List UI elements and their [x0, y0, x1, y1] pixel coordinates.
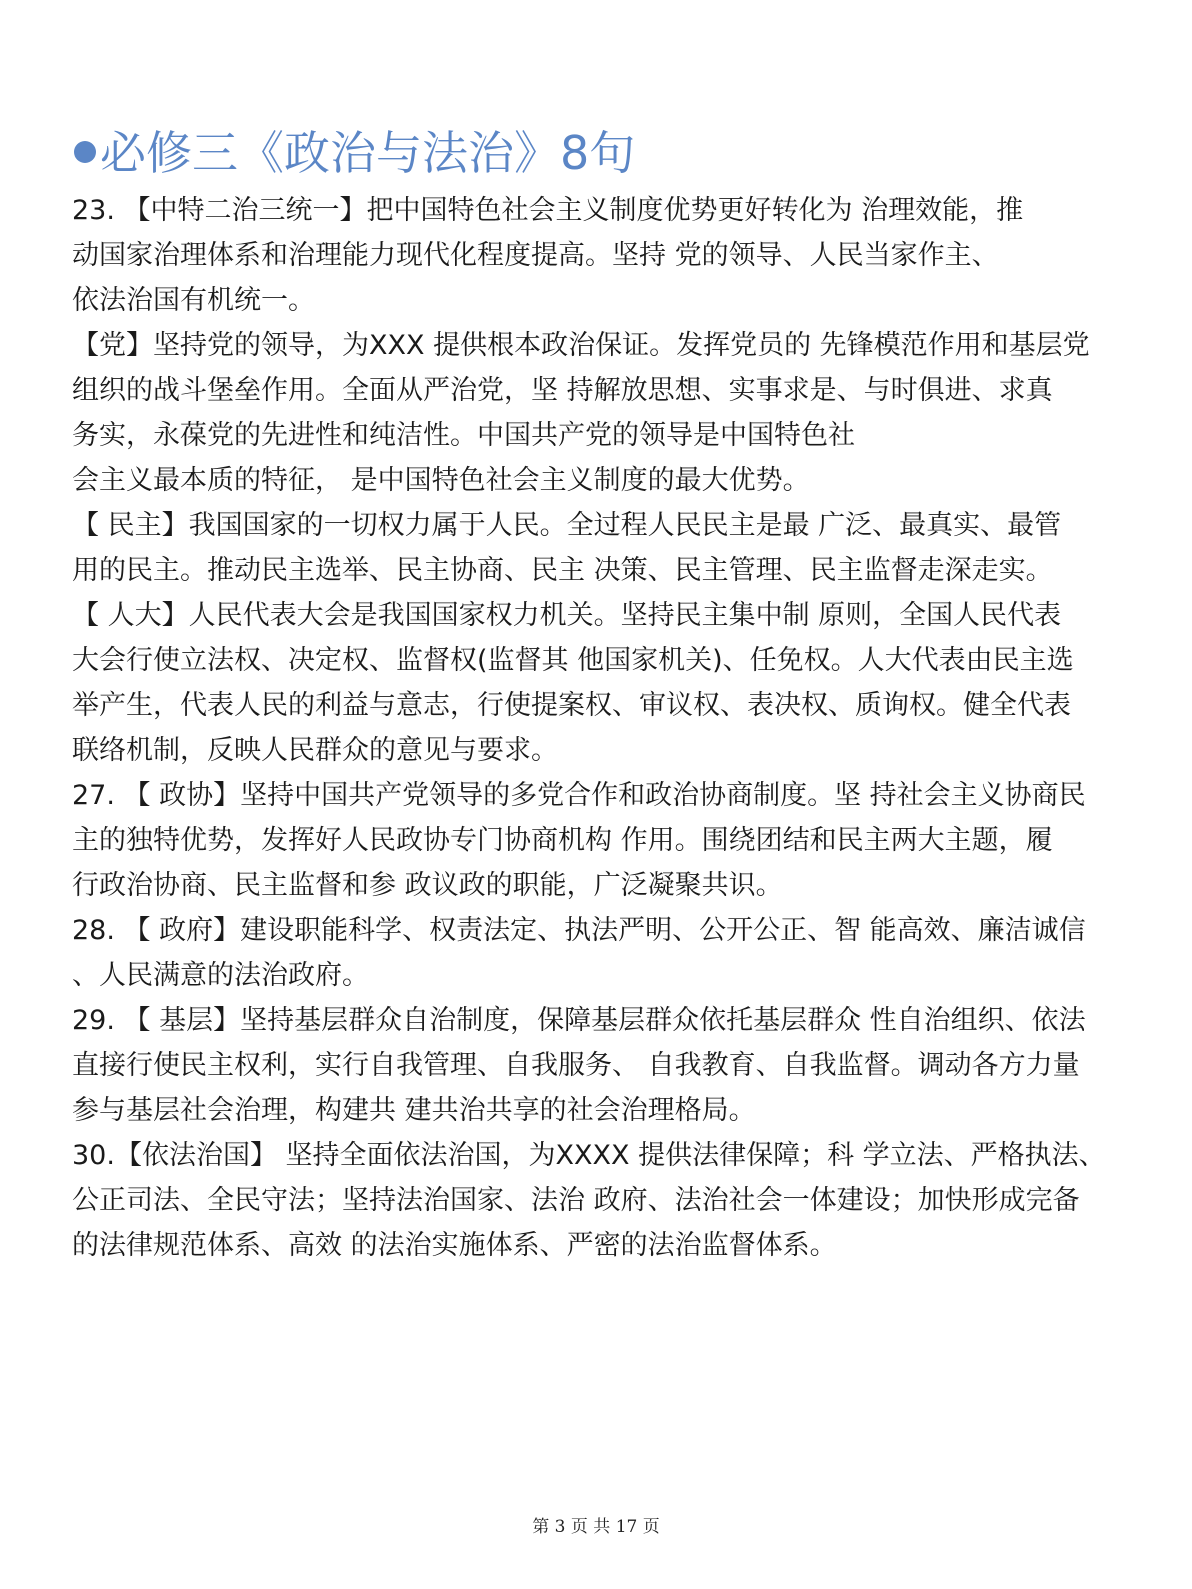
text-line: 30.【依法治国】 坚持全面依法治国，为XXXX 提供法律保障；科 学立法、严格执法、	[72, 1140, 1106, 1171]
heading-text: 必修三《政治与法治》8句	[100, 126, 636, 180]
text-line: 主的独特优势，发挥好人民政协专门协商机构 作用。围绕团结和民主两大主题，履	[72, 825, 1053, 856]
text-line: 【党】坚持党的领导，为XXX 提供根本政治保证。发挥党员的 先锋模范作用和基层党	[72, 330, 1090, 361]
text-line: 【 人大】人民代表大会是我国国家权力机关。坚持民主集中制 原则，全国人民代表	[72, 600, 1062, 631]
text-line: 公正司法、全民守法；坚持法治国家、法治 政府、法治社会一体建设；加快形成完备	[72, 1185, 1080, 1216]
text-line: 【 民主】我国国家的一切权力属于人民。全过程人民民主是最 广泛、最真实、最管	[72, 510, 1062, 541]
text-line: 参与基层社会治理，构建共 建共治共享的社会治理格局。	[72, 1095, 756, 1126]
text-line: 28. 【 政府】建设职能科学、权责法定、执法严明、公开公正、智 能高效、廉洁诚信	[72, 915, 1086, 946]
text-line: 27. 【 政协】坚持中国共产党领导的多党合作和政治协商制度。坚 持社会主义协商民	[72, 780, 1086, 811]
page-number-footer: 第 3 页 共 17 页	[532, 1517, 660, 1537]
text-line: 23. 【中特二治三统一】把中国特色社会主义制度优势更好转化为 治理效能，推	[72, 195, 1024, 226]
bullet-icon	[74, 141, 96, 163]
text-line: 组织的战斗堡垒作用。全面从严治党，坚 持解放思想、实事求是、与时俱进、求真	[72, 375, 1053, 406]
text-line: 举产生，代表人民的利益与意志，行使提案权、审议权、表决权、质询权。健全代表	[72, 690, 1071, 721]
text-line: 会主义最本质的特征， 是中国特色社会主义制度的最大优势。	[72, 465, 810, 496]
text-line: 大会行使立法权、决定权、监督权(监督其 他国家机关)、任免权。人大代表由民主选	[72, 645, 1074, 676]
section-heading	[74, 122, 635, 184]
text-line: 联络机制，反映人民群众的意见与要求。	[72, 735, 558, 766]
text-line: 用的民主。推动民主选举、民主协商、民主 决策、民主管理、民主监督走深走实。	[72, 555, 1053, 586]
text-line: 、人民满意的法治政府。	[72, 960, 369, 991]
text-line: 29. 【 基层】坚持基层群众自治制度，保障基层群众依托基层群众 性自治组织、依法	[72, 1005, 1086, 1036]
body-text	[72, 188, 1122, 1268]
text-line: 的法律规范体系、高效 的法治实施体系、严密的法治监督体系。	[72, 1230, 837, 1261]
text-line: 务实，永葆党的先进性和纯洁性。中国共产党的领导是中国特色社	[72, 420, 855, 451]
text-line: 依法治国有机统一。	[72, 285, 315, 316]
text-line: 行政治协商、民主监督和参 政议政的职能，广泛凝聚共识。	[72, 870, 783, 901]
text-line: 动国家治理体系和治理能力现代化程度提高。坚持 党的领导、人民当家作主、	[72, 240, 999, 271]
text-line: 直接行使民主权利，实行自我管理、自我服务、 自我教育、自我监督。调动各方力量	[72, 1050, 1080, 1081]
